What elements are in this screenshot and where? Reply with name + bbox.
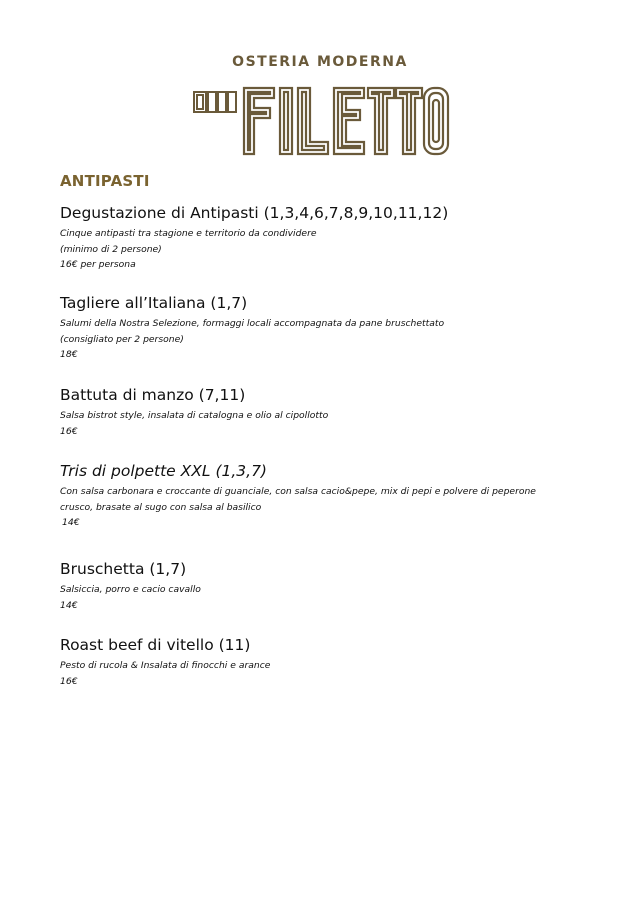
menu-item-title: Bruschetta (1,7) bbox=[60, 560, 187, 578]
menu-item-price: 18€ bbox=[60, 349, 78, 360]
menu-item-note: (minimo di 2 persone) bbox=[60, 243, 162, 255]
menu-item-description: Salumi della Nostra Selezione, formaggi locali accompagnata da pane bruschettato bbox=[60, 318, 445, 329]
logo-subtitle: OSTERIA MODERNA bbox=[232, 54, 408, 70]
menu-item-description: Salsiccia, porro e cacio cavallo bbox=[60, 584, 201, 595]
menu-item-price: 14€ bbox=[62, 517, 80, 528]
menu-item-title: Battuta di manzo (7,11) bbox=[60, 386, 246, 404]
section-title: ANTIPASTI bbox=[60, 172, 150, 190]
menu-item-description: Cinque antipasti tra stagione e territorio da condividere bbox=[60, 228, 317, 239]
menu-item bbox=[60, 559, 580, 613]
logo-wordmark-icon bbox=[188, 78, 452, 158]
menu-item-price: 16€ bbox=[60, 675, 78, 687]
restaurant-logo bbox=[188, 48, 452, 162]
menu-item-price: 14€ bbox=[60, 599, 78, 611]
menu-item-description: Salsa bistrot style, insalata di catalogna e olio al cipollotto bbox=[60, 410, 329, 421]
menu-item-price: 16€ bbox=[60, 425, 78, 437]
menu-item-title: Tagliere all’Italiana (1,7) bbox=[60, 294, 248, 312]
menu-item-title: Tris di polpette XXL (1,3,7) bbox=[60, 462, 267, 480]
menu-item-price: 16€ per persona bbox=[60, 259, 136, 270]
menu-item-description-continued: crusco, brasate al sugo con salsa al basilico bbox=[60, 501, 262, 513]
menu-item bbox=[60, 203, 580, 273]
menu-item bbox=[60, 635, 580, 689]
menu-item bbox=[60, 385, 580, 439]
menu-item-note: (consigliato per 2 persone) bbox=[60, 333, 184, 345]
menu-item-title: Roast beef di vitello (11) bbox=[60, 636, 251, 654]
menu-item-title: Degustazione di Antipasti (1,3,4,6,7,8,9,10,11,12) bbox=[60, 204, 449, 222]
menu-item-description: Con salsa carbonara e croccante di guanciale, con salsa cacio&pepe, mix di pepi e polvere di peperone bbox=[60, 486, 536, 497]
menu-item bbox=[60, 293, 580, 363]
menu-item-description: Pesto di rucola & Insalata di finocchi e arance bbox=[60, 660, 271, 671]
menu-item bbox=[60, 461, 580, 531]
